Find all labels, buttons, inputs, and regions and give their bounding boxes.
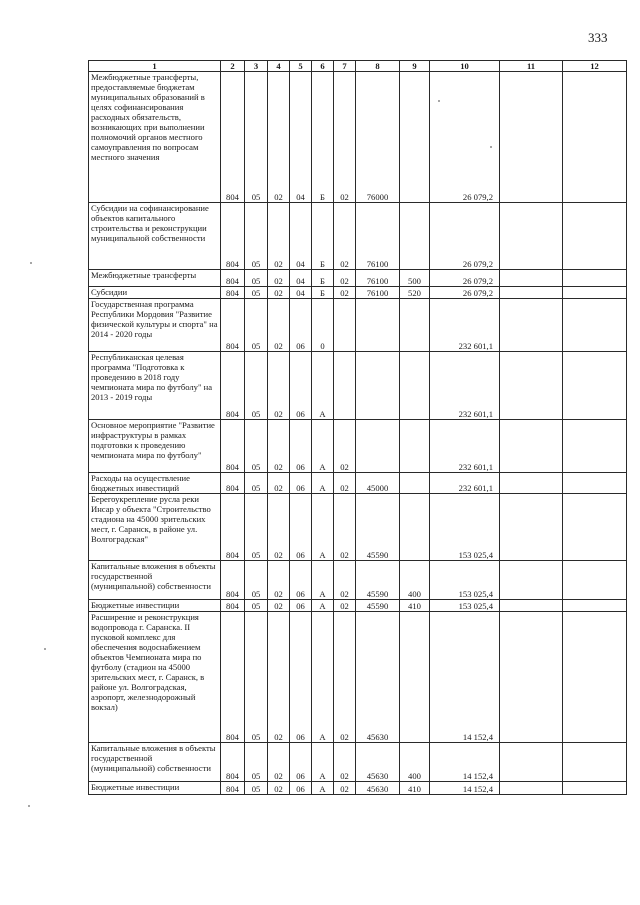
table-row	[89, 299, 627, 352]
row-name-cell: Берегоукрепление русла реки Инсар у объекта "Строительство стадиона на 45000 зрительских мест, г. Саранск, в районе ул. Волгоградская"	[89, 494, 221, 561]
section-cell: 05	[245, 270, 268, 287]
col-header: 8	[356, 61, 400, 72]
expense-type-cell: 410	[400, 782, 430, 795]
subprogram-cell: А	[312, 743, 334, 782]
section-cell: 05	[245, 743, 268, 782]
event-cell: 02	[334, 203, 356, 270]
direction-cell: 45590	[356, 561, 400, 600]
col-header: 6	[312, 61, 334, 72]
code-cell: 804	[221, 299, 245, 352]
event-cell	[334, 352, 356, 420]
section-cell: 05	[245, 352, 268, 420]
subsection-cell: 02	[268, 612, 290, 743]
col11-cell	[500, 270, 563, 287]
amount-cell: 14 152,4	[430, 612, 500, 743]
event-cell: 02	[334, 72, 356, 203]
row-name-cell: Республиканская целевая программа "Подготовка к проведению в 2018 году чемпионата мира по футболу" на 2013 - 2019 годы	[89, 352, 221, 420]
program-cell: 06	[290, 473, 312, 494]
col11-cell	[500, 473, 563, 494]
col-header: 11	[500, 61, 563, 72]
table-row	[89, 782, 627, 795]
col-header: 10	[430, 61, 500, 72]
direction-cell: 45590	[356, 494, 400, 561]
row-name-cell: Расходы на осуществление бюджетных инвестиций	[89, 473, 221, 494]
table-row	[89, 72, 627, 203]
amount-cell: 232 601,1	[430, 420, 500, 473]
subprogram-cell: Б	[312, 287, 334, 299]
section-cell: 05	[245, 600, 268, 612]
table-row	[89, 420, 627, 473]
code-cell: 804	[221, 473, 245, 494]
col-header: 4	[268, 61, 290, 72]
col12-cell	[563, 72, 627, 203]
col11-cell	[500, 494, 563, 561]
event-cell: 02	[334, 561, 356, 600]
subsection-cell: 02	[268, 72, 290, 203]
program-cell: 06	[290, 494, 312, 561]
amount-cell: 232 601,1	[430, 352, 500, 420]
program-cell: 06	[290, 420, 312, 473]
section-cell: 05	[245, 287, 268, 299]
table-row	[89, 352, 627, 420]
col12-cell	[563, 270, 627, 287]
header-row	[89, 61, 627, 72]
subprogram-cell: А	[312, 782, 334, 795]
budget-table	[88, 60, 627, 795]
event-cell: 02	[334, 612, 356, 743]
event-cell: 02	[334, 494, 356, 561]
row-name-cell: Межбюджетные трансферты, предоставляемые бюджетам муниципальных образований в целях софинансирования расходных обязательств, возникающих при выполнении полномочий органов местного самоуправления по вопросам местного значения	[89, 72, 221, 203]
code-cell: 804	[221, 743, 245, 782]
col11-cell	[500, 420, 563, 473]
col12-cell	[563, 743, 627, 782]
table-row	[89, 270, 627, 287]
direction-cell: 45630	[356, 612, 400, 743]
event-cell: 02	[334, 600, 356, 612]
subprogram-cell: 0	[312, 299, 334, 352]
amount-cell: 26 079,2	[430, 287, 500, 299]
subsection-cell: 02	[268, 782, 290, 795]
expense-type-cell: 520	[400, 287, 430, 299]
amount-cell: 153 025,4	[430, 494, 500, 561]
amount-cell: 14 152,4	[430, 782, 500, 795]
row-name-cell: Капитальные вложения в объекты государственной (муниципальной) собственности	[89, 561, 221, 600]
program-cell: 06	[290, 299, 312, 352]
amount-cell: 26 079,2	[430, 270, 500, 287]
section-cell: 05	[245, 420, 268, 473]
row-name-cell: Основное мероприятие "Развитие инфраструктуры в рамках подготовки к проведению чемпионата мира по футболу"	[89, 420, 221, 473]
subsection-cell: 02	[268, 600, 290, 612]
col11-cell	[500, 287, 563, 299]
row-name-cell: Бюджетные инвестиции	[89, 600, 221, 612]
subprogram-cell: А	[312, 612, 334, 743]
expense-type-cell	[400, 299, 430, 352]
row-name-cell: Государственная программа Республики Мордовия "Развитие физической культуры и спорта" на 2014 - 2020 годы	[89, 299, 221, 352]
code-cell: 804	[221, 270, 245, 287]
col-header: 2	[221, 61, 245, 72]
col11-cell	[500, 72, 563, 203]
subsection-cell: 02	[268, 561, 290, 600]
program-cell: 04	[290, 72, 312, 203]
subprogram-cell: Б	[312, 72, 334, 203]
expense-type-cell	[400, 72, 430, 203]
program-cell: 06	[290, 782, 312, 795]
col-header: 9	[400, 61, 430, 72]
expense-type-cell	[400, 352, 430, 420]
section-cell: 05	[245, 612, 268, 743]
table-row	[89, 612, 627, 743]
program-cell: 06	[290, 561, 312, 600]
col12-cell	[563, 600, 627, 612]
subprogram-cell: Б	[312, 203, 334, 270]
subprogram-cell: А	[312, 473, 334, 494]
row-name-cell: Капитальные вложения в объекты государственной (муниципальной) собственности	[89, 743, 221, 782]
table-row	[89, 203, 627, 270]
section-cell: 05	[245, 299, 268, 352]
subprogram-cell: А	[312, 352, 334, 420]
subprogram-cell: Б	[312, 270, 334, 287]
event-cell: 02	[334, 473, 356, 494]
direction-cell: 45630	[356, 743, 400, 782]
code-cell: 804	[221, 600, 245, 612]
col11-cell	[500, 600, 563, 612]
table-row	[89, 600, 627, 612]
table-row	[89, 743, 627, 782]
col12-cell	[563, 420, 627, 473]
expense-type-cell: 400	[400, 743, 430, 782]
direction-cell	[356, 352, 400, 420]
direction-cell: 76100	[356, 203, 400, 270]
expense-type-cell	[400, 203, 430, 270]
table-row	[89, 561, 627, 600]
table-row	[89, 287, 627, 299]
expense-type-cell	[400, 494, 430, 561]
code-cell: 804	[221, 494, 245, 561]
row-name-cell: Межбюджетные трансферты	[89, 270, 221, 287]
amount-cell: 232 601,1	[430, 299, 500, 352]
program-cell: 04	[290, 287, 312, 299]
table-row	[89, 494, 627, 561]
col12-cell	[563, 352, 627, 420]
event-cell: 02	[334, 782, 356, 795]
scan-speck	[44, 648, 46, 650]
col-header: 3	[245, 61, 268, 72]
program-cell: 06	[290, 612, 312, 743]
code-cell: 804	[221, 72, 245, 203]
subsection-cell: 02	[268, 743, 290, 782]
subsection-cell: 02	[268, 494, 290, 561]
table-row	[89, 473, 627, 494]
col11-cell	[500, 203, 563, 270]
amount-cell: 14 152,4	[430, 743, 500, 782]
col-header: 5	[290, 61, 312, 72]
col12-cell	[563, 473, 627, 494]
amount-cell: 232 601,1	[430, 473, 500, 494]
expense-type-cell	[400, 612, 430, 743]
col12-cell	[563, 561, 627, 600]
col12-cell	[563, 612, 627, 743]
col-header: 12	[563, 61, 627, 72]
row-name-cell: Расширение и реконструкция водопровода г. Саранска. II пусковой комплекс для обеспечения водоснабжением объектов Чемпионата мира по футболу (стадион на 45000 зрительских мест, г. Саранск, в районе ул. Волгоградская, аэропорт, железнодорожный вокзал)	[89, 612, 221, 743]
direction-cell	[356, 299, 400, 352]
direction-cell: 76100	[356, 287, 400, 299]
section-cell: 05	[245, 494, 268, 561]
subsection-cell: 02	[268, 299, 290, 352]
direction-cell: 45590	[356, 600, 400, 612]
direction-cell: 45000	[356, 473, 400, 494]
code-cell: 804	[221, 420, 245, 473]
direction-cell: 76000	[356, 72, 400, 203]
section-cell: 05	[245, 203, 268, 270]
col11-cell	[500, 561, 563, 600]
event-cell: 02	[334, 287, 356, 299]
expense-type-cell: 500	[400, 270, 430, 287]
col11-cell	[500, 352, 563, 420]
program-cell: 06	[290, 600, 312, 612]
col12-cell	[563, 203, 627, 270]
col-header: 1	[89, 61, 221, 72]
program-cell: 06	[290, 743, 312, 782]
event-cell: 02	[334, 743, 356, 782]
event-cell: 02	[334, 270, 356, 287]
col12-cell	[563, 782, 627, 795]
program-cell: 04	[290, 270, 312, 287]
subsection-cell: 02	[268, 203, 290, 270]
code-cell: 804	[221, 782, 245, 795]
event-cell	[334, 299, 356, 352]
amount-cell: 153 025,4	[430, 561, 500, 600]
subprogram-cell: А	[312, 600, 334, 612]
expense-type-cell: 400	[400, 561, 430, 600]
col12-cell	[563, 494, 627, 561]
direction-cell: 45630	[356, 782, 400, 795]
col11-cell	[500, 612, 563, 743]
section-cell: 05	[245, 561, 268, 600]
col12-cell	[563, 287, 627, 299]
subprogram-cell: А	[312, 561, 334, 600]
col11-cell	[500, 743, 563, 782]
subprogram-cell: А	[312, 420, 334, 473]
direction-cell: 76100	[356, 270, 400, 287]
page-number: 333	[588, 30, 608, 45]
scan-speck	[490, 146, 492, 148]
expense-type-cell: 410	[400, 600, 430, 612]
code-cell: 804	[221, 561, 245, 600]
expense-type-cell	[400, 420, 430, 473]
program-cell: 04	[290, 203, 312, 270]
subprogram-cell: А	[312, 494, 334, 561]
col-header: 7	[334, 61, 356, 72]
row-name-cell: Бюджетные инвестиции	[89, 782, 221, 795]
subsection-cell: 02	[268, 420, 290, 473]
direction-cell	[356, 420, 400, 473]
expense-type-cell	[400, 473, 430, 494]
subsection-cell: 02	[268, 352, 290, 420]
event-cell: 02	[334, 420, 356, 473]
code-cell: 804	[221, 203, 245, 270]
scan-speck	[438, 100, 440, 102]
col12-cell	[563, 299, 627, 352]
col11-cell	[500, 782, 563, 795]
amount-cell: 153 025,4	[430, 600, 500, 612]
section-cell: 05	[245, 473, 268, 494]
section-cell: 05	[245, 72, 268, 203]
code-cell: 804	[221, 287, 245, 299]
subsection-cell: 02	[268, 473, 290, 494]
code-cell: 804	[221, 352, 245, 420]
col11-cell	[500, 299, 563, 352]
code-cell: 804	[221, 612, 245, 743]
program-cell: 06	[290, 352, 312, 420]
subsection-cell: 02	[268, 287, 290, 299]
scan-speck	[30, 262, 32, 264]
section-cell: 05	[245, 782, 268, 795]
row-name-cell: Субсидии на софинансирование объектов капитального строительства и реконструкции муниципальной собственности	[89, 203, 221, 270]
amount-cell: 26 079,2	[430, 72, 500, 203]
amount-cell: 26 079,2	[430, 203, 500, 270]
scan-speck	[28, 805, 30, 807]
row-name-cell: Субсидии	[89, 287, 221, 299]
subsection-cell: 02	[268, 270, 290, 287]
